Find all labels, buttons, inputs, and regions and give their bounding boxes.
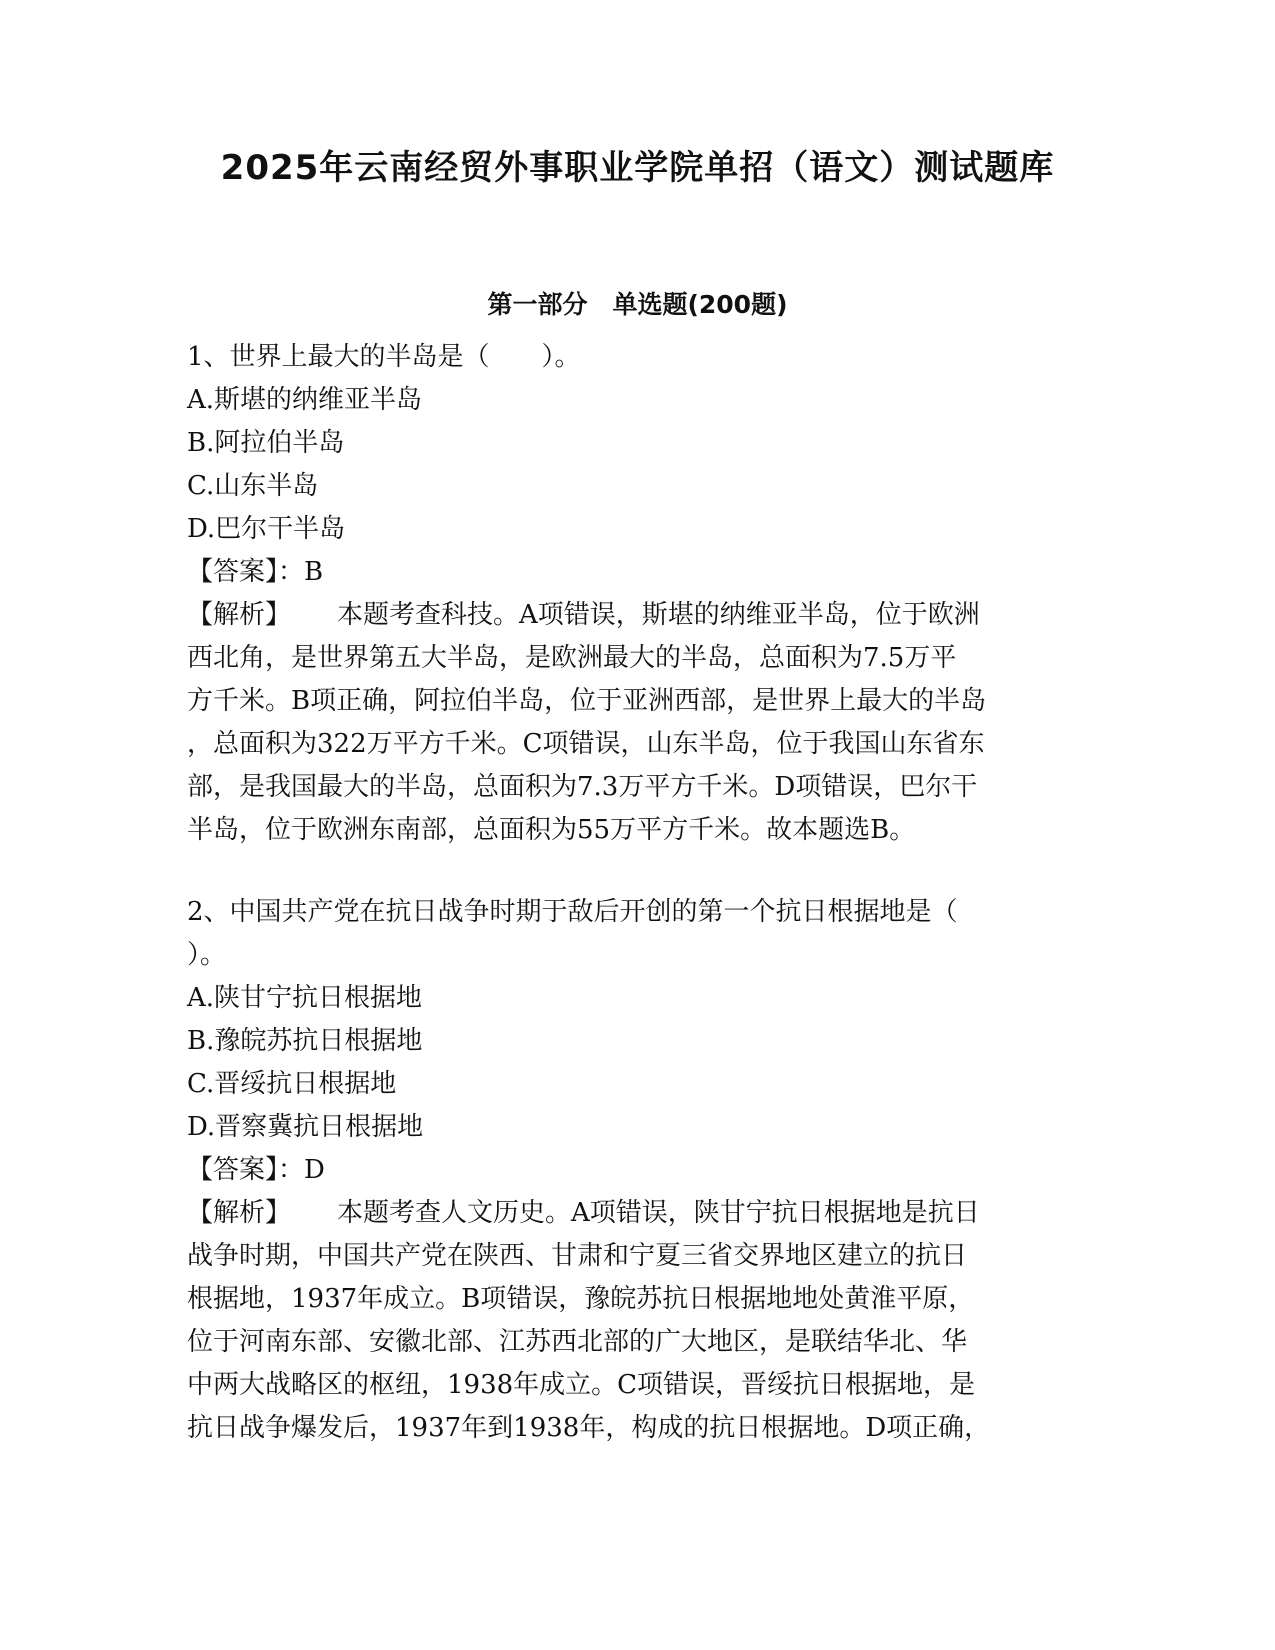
option-b: B.豫皖苏抗日根据地 bbox=[187, 1026, 423, 1056]
question-stem: 2、中国共产党在抗日战争时期于敌后开创的第一个抗日根据地是（ bbox=[187, 897, 958, 927]
explanation-line: 半岛，位于欧洲东南部，总面积为55万平方千米。故本题选B。 bbox=[187, 815, 916, 845]
explanation-line: 部，是我国最大的半岛，总面积为7.3万平方千米。D项错误，巴尔干 bbox=[187, 772, 978, 802]
option-a: A.斯堪的纳维亚半岛 bbox=[187, 385, 423, 415]
question-2 bbox=[187, 891, 1080, 1450]
option-c: C.晋绥抗日根据地 bbox=[187, 1069, 397, 1099]
answer-line bbox=[187, 1149, 1080, 1192]
explanation-line bbox=[187, 1192, 1080, 1235]
explanation-line: 根据地，1937年成立。B项错误，豫皖苏抗日根据地地处黄淮平原， bbox=[187, 1284, 975, 1314]
option-d: D.巴尔干半岛 bbox=[187, 514, 346, 544]
document-title: 2025年云南经贸外事职业学院单招（语文）测试题库 bbox=[220, 148, 1055, 188]
option-a: A.陕甘宁抗日根据地 bbox=[187, 983, 423, 1013]
explanation-label: 【解析】 bbox=[187, 600, 292, 630]
explanation-line: 中两大战略区的枢纽，1938年成立。C项错误，晋绥抗日根据地，是 bbox=[187, 1370, 976, 1400]
answer-value: D bbox=[304, 1155, 325, 1185]
option-d: D.晋察冀抗日根据地 bbox=[187, 1112, 424, 1142]
explanation-line: 方千米。B项正确，阿拉伯半岛，位于亚洲西部，是世界上最大的半岛 bbox=[187, 686, 987, 716]
explanation-line: 西北角，是世界第五大半岛，是欧洲最大的半岛，总面积为7.5万平 bbox=[187, 643, 957, 673]
answer-label: 【答案】： bbox=[187, 1155, 305, 1185]
option-b: B.阿拉伯半岛 bbox=[187, 428, 345, 458]
explanation-text: 本题考查科技。A项错误，斯堪的纳维亚半岛，位于欧洲 bbox=[337, 600, 980, 630]
answer-line bbox=[187, 551, 1080, 594]
explanation-line: 位于河南东部、安徽北部、江苏西北部的广大地区，是联结华北、华 bbox=[187, 1327, 968, 1357]
option-c: C.山东半岛 bbox=[187, 471, 319, 501]
explanation-line: ，总面积为322万平方千米。C项错误，山东半岛，位于我国山东省东 bbox=[187, 729, 985, 759]
question-stem: 1、世界上最大的半岛是（ ）。 bbox=[187, 342, 581, 372]
answer-label: 【答案】： bbox=[187, 557, 305, 587]
explanation-line bbox=[187, 594, 1080, 637]
section-title: 第一部分 单选题(200题) bbox=[487, 290, 788, 319]
answer-value: B bbox=[304, 557, 324, 587]
explanation-label: 【解析】 bbox=[187, 1198, 292, 1228]
question-1 bbox=[187, 336, 1080, 852]
question-stem-continued: ）。 bbox=[187, 940, 227, 970]
explanation-text: 本题考查人文历史。A项错误，陕甘宁抗日根据地是抗日 bbox=[337, 1198, 980, 1228]
explanation-line: 抗日战争爆发后，1937年到1938年，构成的抗日根据地。D项正确， bbox=[187, 1413, 991, 1443]
explanation-line: 战争时期，中国共产党在陕西、甘肃和宁夏三省交界地区建立的抗日 bbox=[187, 1241, 968, 1271]
